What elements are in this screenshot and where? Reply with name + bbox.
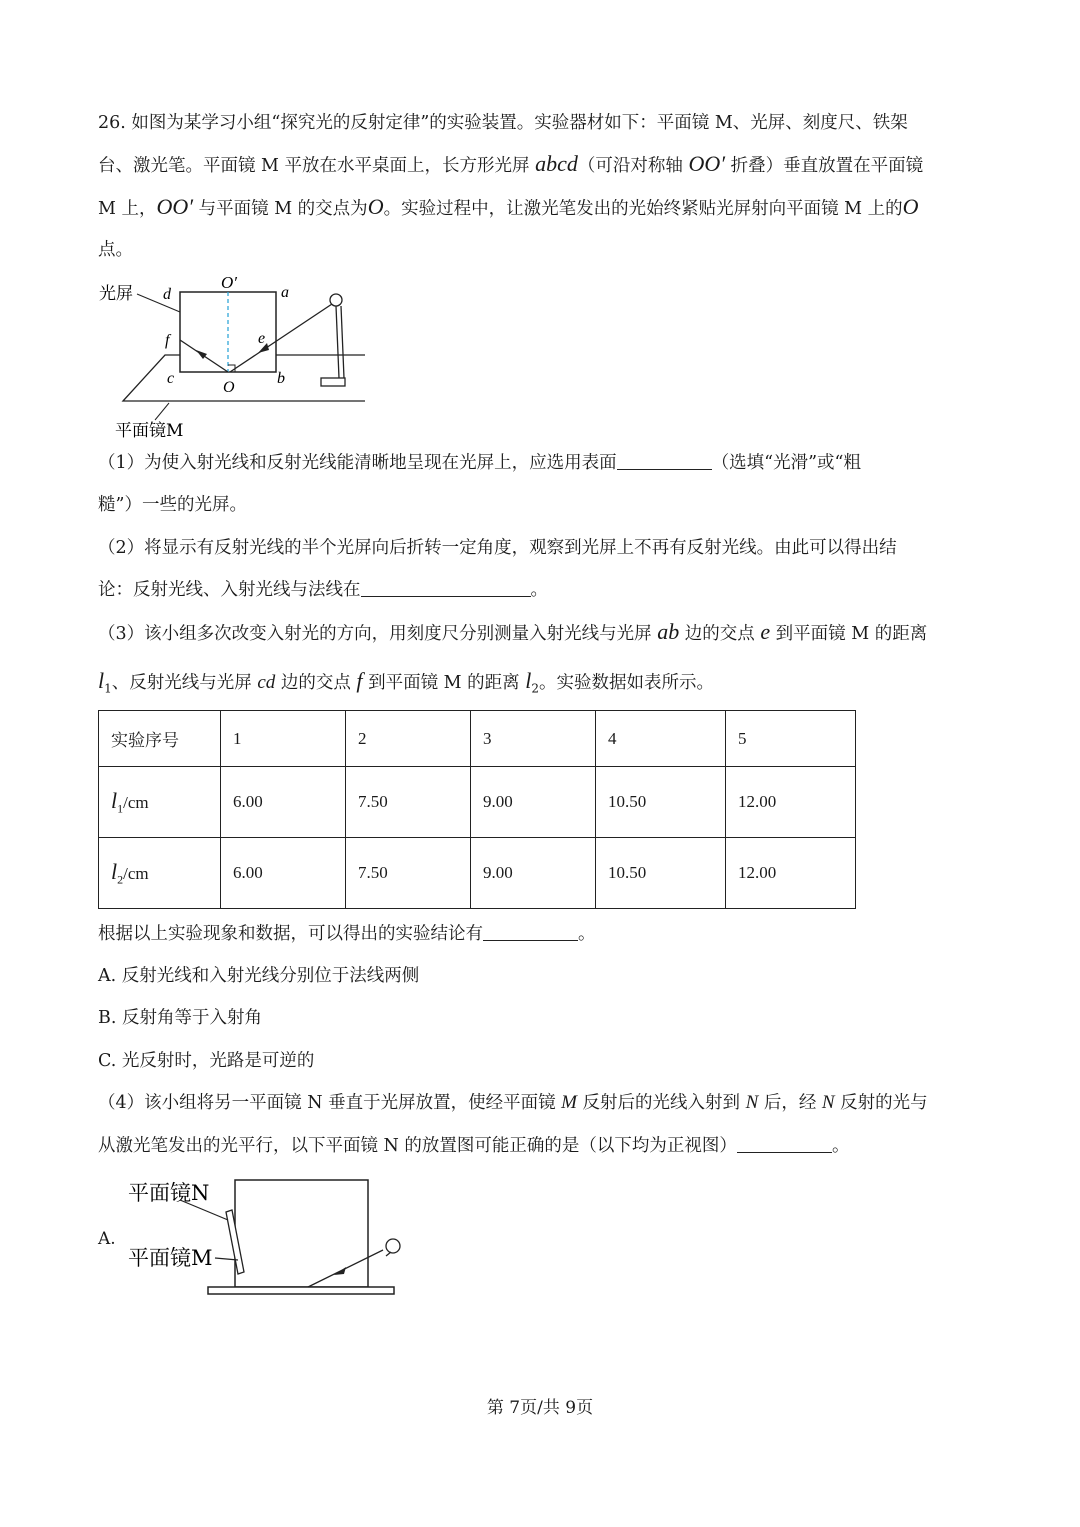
var-l: l: [111, 787, 118, 813]
subscript: 1: [117, 801, 124, 816]
leader-line: [155, 403, 169, 420]
table-cell: 3: [471, 711, 596, 767]
text: 根据以上实验现象和数据，可以得出的实验结论有: [98, 924, 483, 944]
stand-pole: [341, 306, 344, 378]
laser-pen-icon: [386, 1239, 400, 1253]
label-mirror-n: 平面镜N: [128, 1181, 210, 1205]
text: 。: [831, 1136, 850, 1156]
label-e: e: [258, 330, 266, 347]
text: 与平面镜 M 的交点为: [193, 199, 368, 219]
stand-base: [321, 378, 345, 386]
text: 论：反射光线、入射光线与法线在: [98, 580, 361, 600]
unit: /cm: [123, 792, 149, 812]
part2-line-1: （2）将显示有反射光线的半个光屏向后折转一定角度，观察到光屏上不再有反射光线。由此可以得出结: [98, 538, 897, 558]
table-cell: 9.00: [471, 838, 596, 909]
experiment-setup-figure: [95, 270, 365, 445]
var-l: l: [525, 668, 532, 693]
text: 反射的光与: [834, 1093, 928, 1113]
laser-pen-icon: [330, 294, 342, 306]
subscript: 2: [117, 872, 124, 887]
table-cell: 4: [596, 711, 726, 767]
label-o: O: [223, 379, 235, 396]
text: 、反射光线与光屏: [111, 673, 258, 693]
part2-line-2: [98, 578, 548, 602]
option-a-label[interactable]: A.: [98, 1229, 116, 1249]
label-b: b: [277, 370, 285, 387]
stand-pole: [336, 306, 339, 378]
answer-blank-4[interactable]: [737, 1134, 832, 1153]
text: 后，经: [758, 1093, 822, 1113]
var-e: e: [760, 619, 771, 644]
option-a-figure[interactable]: [120, 1172, 420, 1302]
question-line-2: [98, 152, 923, 178]
text: 。: [530, 580, 548, 600]
text: 。: [578, 924, 596, 944]
part1-line-1: [98, 451, 861, 475]
part4-line-2: [98, 1134, 849, 1158]
label-a: a: [281, 284, 289, 301]
var-ab: ab: [657, 619, 680, 644]
table-row: [99, 767, 856, 838]
label-c: c: [167, 370, 175, 387]
table-header-row: [99, 711, 856, 767]
table-cell: 9.00: [471, 767, 596, 838]
page-number: 第 7页/共 9页: [486, 1398, 594, 1418]
subscript: 2: [531, 681, 539, 696]
var-oo-prime: OO′: [688, 151, 726, 176]
text: 到平面镜 M 的距离: [770, 624, 928, 644]
text: 边的交点: [679, 624, 761, 644]
text: （3）该小组多次改变入射光的方向，用刻度尺分别测量入射光线与光屏: [98, 624, 658, 644]
row-label-l2: [99, 838, 221, 909]
option-b[interactable]: B. 反射角等于入射角: [98, 1008, 262, 1028]
text: 台、激光笔。平面镜 M 平放在水平桌面上，长方形光屏: [98, 156, 536, 176]
text: （选填“光滑”或“粗: [711, 453, 861, 473]
var-abcd: abcd: [535, 151, 578, 176]
question-line-3: [98, 195, 919, 221]
text: 。实验数据如表所示。: [538, 673, 714, 693]
part4-line-1: [98, 1091, 928, 1115]
table-cell: 1: [221, 711, 346, 767]
table-row: [99, 838, 856, 909]
var-f: f: [356, 668, 363, 693]
var-oo-prime: OO′: [156, 194, 194, 219]
table-cell: 7.50: [346, 838, 471, 909]
text: （可沿对称轴: [577, 156, 689, 176]
label-d: d: [163, 286, 171, 303]
label-screen: 光屏: [99, 284, 133, 304]
var-n: N: [745, 1092, 759, 1113]
var-n: N: [821, 1092, 835, 1113]
option-a[interactable]: A. 反射光线和入射光线分别位于法线两侧: [98, 966, 420, 986]
text: （4）该小组将另一平面镜 N 垂直于光屏放置，使经平面镜: [98, 1093, 562, 1113]
row-label-l1: [99, 767, 221, 838]
answer-blank-3[interactable]: [483, 922, 578, 941]
question-line-4: 点。: [98, 240, 133, 260]
subscript: 1: [104, 681, 112, 696]
var-l: l: [98, 668, 105, 693]
part3-line-1: [98, 620, 927, 646]
text: （1）为使入射光线和反射光线能清晰地呈现在光屏上，应选用表面: [98, 453, 617, 473]
var-o: O: [902, 194, 919, 219]
text: 从激光笔发出的光平行，以下平面镜 N 的放置图可能正确的是（以下均为正视图）: [98, 1136, 737, 1156]
table-cell: 12.00: [726, 767, 856, 838]
table-cell: 6.00: [221, 767, 346, 838]
label-o-prime: O′: [221, 273, 237, 292]
laser-body: [386, 1252, 391, 1256]
light-screen: [235, 1180, 368, 1287]
table-cell: 6.00: [221, 838, 346, 909]
table-cell: 10.50: [596, 767, 726, 838]
text: 折叠）垂直放置在平面镜: [725, 156, 924, 176]
var-o: O: [367, 194, 384, 219]
question-line-1: 26. 如图为某学习小组“探究光的反射定律”的实验装置。实验器材如下：平面镜 M、光屏、刻度尺、铁架: [98, 113, 908, 133]
text: M 上，: [98, 199, 157, 219]
table-cell: 5: [726, 711, 856, 767]
plane-mirror-m: [208, 1287, 394, 1294]
text: 。实验过程中，让激光笔发出的光始终紧贴光屏射向平面镜 M 上的: [383, 199, 903, 219]
table-cell: 10.50: [596, 838, 726, 909]
label-f: f: [165, 332, 170, 349]
var-m: M: [561, 1092, 577, 1113]
conclusion-line: [98, 922, 596, 946]
var-cd: cd: [257, 672, 276, 693]
table-cell: 实验序号: [99, 711, 221, 767]
table-cell: 12.00: [726, 838, 856, 909]
label-mirror-m: 平面镜M: [128, 1246, 213, 1270]
part1-line-2: 糙”）一些的光屏。: [98, 495, 247, 515]
unit: /cm: [123, 863, 149, 883]
table-cell: 7.50: [346, 767, 471, 838]
part3-line-2: [98, 669, 714, 701]
leader-line: [137, 294, 180, 312]
answer-blank-1[interactable]: [617, 451, 712, 470]
answer-blank-2[interactable]: [361, 578, 531, 597]
table-cell: 2: [346, 711, 471, 767]
var-l: l: [111, 858, 118, 884]
label-mirror-m: 平面镜M: [115, 421, 184, 441]
text: 到平面镜 M 的距离: [362, 673, 526, 693]
text: 边的交点: [275, 673, 357, 693]
option-c[interactable]: C. 光反射时，光路是可逆的: [98, 1051, 315, 1071]
data-table: [98, 710, 856, 909]
text: 反射后的光线入射到: [576, 1093, 746, 1113]
